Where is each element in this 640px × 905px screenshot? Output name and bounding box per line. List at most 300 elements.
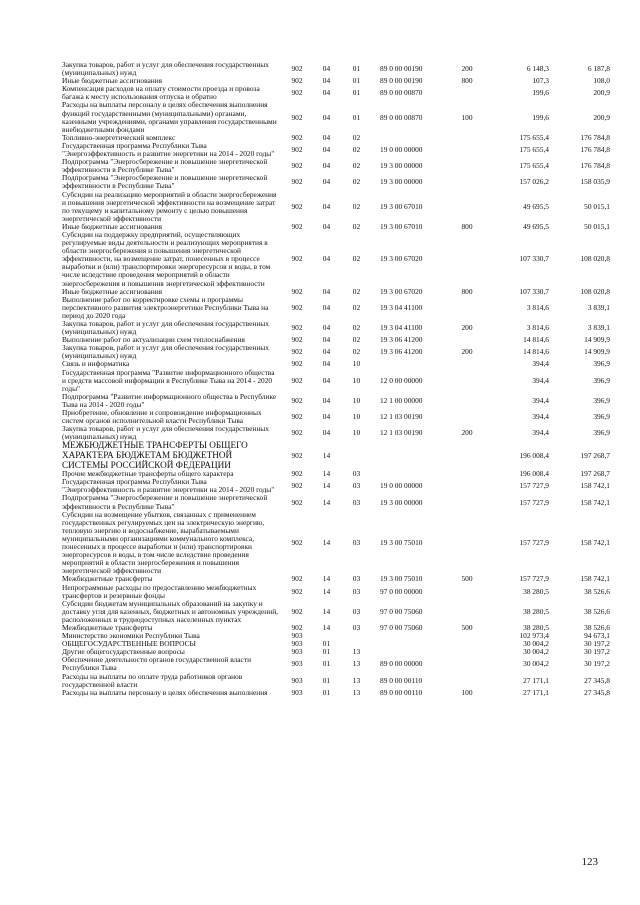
row-gr: 903 bbox=[291, 631, 303, 641]
row-pr: 10 bbox=[352, 395, 361, 405]
row-pr: 02 bbox=[352, 144, 361, 154]
row-gr: 902 bbox=[291, 221, 303, 231]
row-name: Прочие межбюджетные трансферты общего характера bbox=[62, 469, 234, 479]
row-gr: 902 bbox=[291, 177, 303, 187]
row-amount-2: 158 035,9 bbox=[580, 177, 610, 187]
row-rz: 14 bbox=[322, 469, 331, 479]
table-row bbox=[62, 494, 610, 510]
table-row bbox=[62, 344, 610, 360]
row-name: Другие общегосударственные вопросы bbox=[62, 647, 185, 657]
row-amount-1: 3 814,6 bbox=[526, 323, 549, 333]
table-row bbox=[62, 425, 610, 441]
row-amount-1: 157 727,9 bbox=[519, 537, 549, 547]
table-row bbox=[62, 61, 610, 77]
row-amount-1: 27 171,1 bbox=[523, 687, 549, 697]
row-csr: 19 3 06 41200 bbox=[380, 347, 423, 357]
row-rz: 04 bbox=[322, 161, 331, 171]
row-pr: 03 bbox=[352, 537, 361, 547]
row-name: Межбюджетные трансферты bbox=[62, 622, 153, 632]
row-pr bbox=[343, 632, 370, 640]
table-row bbox=[62, 409, 610, 425]
row-vr bbox=[448, 656, 486, 672]
row-pr: 02 bbox=[352, 161, 361, 171]
row-vr bbox=[448, 409, 486, 425]
row-amount-1: 157 727,9 bbox=[519, 497, 549, 507]
table-row bbox=[62, 673, 610, 689]
row-rz: 01 bbox=[322, 659, 331, 669]
row-rz: 04 bbox=[322, 144, 331, 154]
row-vr: 800 bbox=[461, 221, 473, 231]
row-amount-2: 50 015,1 bbox=[584, 201, 610, 211]
row-gr: 903 bbox=[291, 687, 303, 697]
row-pr: 01 bbox=[352, 64, 361, 74]
row-vr: 100 bbox=[461, 112, 473, 122]
row-rz: 04 bbox=[322, 254, 331, 264]
row-vr bbox=[448, 673, 486, 689]
row-amount-2: 396,9 bbox=[593, 412, 610, 422]
row-vr bbox=[448, 142, 486, 158]
row-pr: 02 bbox=[352, 254, 361, 264]
row-name: Подпрограмма "Энергосбережение и повышение энергетической эффективности в Республике Тыва" bbox=[62, 173, 268, 191]
row-csr: 19 3 00 67010 bbox=[380, 221, 423, 231]
row-amount-1: 199,6 bbox=[532, 112, 549, 122]
row-amount-1: 175 655,4 bbox=[519, 144, 549, 154]
row-rz: 04 bbox=[322, 395, 331, 405]
row-gr: 902 bbox=[291, 537, 303, 547]
row-gr: 902 bbox=[291, 132, 303, 142]
row-csr bbox=[370, 441, 448, 470]
row-csr: 12 1 00 00000 bbox=[380, 395, 423, 405]
row-amount-1: 30 004,2 bbox=[523, 639, 549, 649]
row-vr bbox=[448, 191, 486, 223]
table-row bbox=[62, 689, 610, 697]
row-name: Субсидии на возмещение убытков, связанных с применением государственных регулируемых цен на электрическую энергию, тепловую энергию и водоснабжение, вырабатываемыми муниципальными организациями коммунального комплекса, понесенных в процессе выработки и (или) транспортировки энергоресурсов и воды, в том числе вследствие проведения мероприятий в области энергосбережения и повышения энергетической эффективности bbox=[62, 509, 265, 576]
row-vr: 100 bbox=[461, 687, 473, 697]
row-csr: 89 0 00 00870 bbox=[380, 88, 423, 98]
row-pr: 03 bbox=[352, 574, 361, 584]
row-amount-1: 107 330,7 bbox=[519, 254, 549, 264]
row-gr: 902 bbox=[291, 481, 303, 491]
row-rz: 01 bbox=[322, 675, 331, 685]
row-amount-2: 396,9 bbox=[593, 359, 610, 369]
row-vr bbox=[448, 174, 486, 190]
row-gr: 902 bbox=[291, 144, 303, 154]
row-pr: 02 bbox=[352, 323, 361, 333]
row-vr bbox=[448, 231, 486, 288]
row-amount-2: 200,9 bbox=[593, 88, 610, 98]
row-csr: 19 0 00 00000 bbox=[380, 144, 423, 154]
row-pr: 02 bbox=[352, 347, 361, 357]
row-amount-2: 27 345,8 bbox=[584, 687, 610, 697]
row-rz: 14 bbox=[322, 497, 331, 507]
row-csr: 19 0 00 00000 bbox=[380, 481, 423, 491]
row-amount-1: 157 727,9 bbox=[519, 574, 549, 584]
row-amount-2: 3 839,1 bbox=[587, 323, 610, 333]
row-name: Расходы на выплаты по оплате труда работников органов государственной власти bbox=[62, 671, 243, 689]
row-gr: 902 bbox=[291, 88, 303, 98]
row-name: Государственная программа Республики Тыва "Энергоэффективность и развитие энергетики на 2014 - 2020 годы" bbox=[62, 140, 275, 159]
row-amount-2: 38 526,6 bbox=[584, 606, 610, 616]
row-amount-2: 396,9 bbox=[593, 375, 610, 385]
row-name: Выполнение работ по актуализации схем теплоснабжения bbox=[62, 335, 245, 345]
row-csr: 19 3 00 00000 bbox=[380, 497, 423, 507]
table-row bbox=[62, 478, 610, 494]
row-csr: 89 0 00 00110 bbox=[380, 687, 423, 697]
row-rz: 14 bbox=[322, 606, 331, 616]
row-gr: 902 bbox=[291, 286, 303, 296]
row-amount-2: 396,9 bbox=[593, 395, 610, 405]
row-gr: 902 bbox=[291, 622, 303, 632]
table-row bbox=[62, 600, 610, 624]
row-amount-1: 394,4 bbox=[532, 412, 549, 422]
row-csr: 19 3 00 67020 bbox=[380, 286, 423, 296]
row-amount-2: 108,0 bbox=[593, 76, 610, 86]
row-csr bbox=[370, 134, 448, 142]
row-vr bbox=[448, 158, 486, 174]
row-gr: 902 bbox=[291, 375, 303, 385]
row-pr: 10 bbox=[352, 412, 361, 422]
row-csr: 19 3 00 67010 bbox=[380, 201, 423, 211]
row-gr: 902 bbox=[291, 606, 303, 616]
row-rz: 01 bbox=[322, 647, 331, 657]
table-row bbox=[62, 296, 610, 320]
row-vr: 500 bbox=[461, 574, 473, 584]
row-amount-1: 196 008,4 bbox=[519, 450, 549, 460]
row-csr: 19 3 06 41200 bbox=[380, 335, 423, 345]
row-amount-1: 157 026,2 bbox=[519, 177, 549, 187]
row-amount-2: 30 197,2 bbox=[584, 659, 610, 669]
table-row bbox=[62, 174, 610, 190]
row-csr: 89 0 00 00870 bbox=[380, 112, 423, 122]
row-pr: 13 bbox=[352, 647, 361, 657]
row-amount-2: 158 742,1 bbox=[580, 481, 610, 491]
row-csr: 12 0 00 00000 bbox=[380, 375, 423, 385]
row-csr: 89 0 00 00190 bbox=[380, 64, 423, 74]
row-name: Выполнение работ по корректировке схемы и программы перспективного развития электроэнергетики Республики Тыва на период до 2020 года bbox=[62, 294, 269, 320]
row-rz: 14 bbox=[322, 574, 331, 584]
row-rz: 14 bbox=[322, 481, 331, 491]
row-pr: 03 bbox=[352, 481, 361, 491]
row-name: Иные бюджетные ассигнования bbox=[62, 76, 163, 86]
row-amount-1: 394,4 bbox=[532, 375, 549, 385]
row-pr: 10 bbox=[352, 359, 361, 369]
row-rz: 04 bbox=[322, 375, 331, 385]
row-gr: 902 bbox=[291, 497, 303, 507]
row-rz: 04 bbox=[322, 64, 331, 74]
row-name: Приобретение, обновление и сопровождение информационных систем органов исполнительной власти Республики Тыва bbox=[62, 408, 262, 426]
row-pr: 10 bbox=[352, 375, 361, 385]
row-rz: 04 bbox=[322, 286, 331, 296]
row-name: Закупка товаров, работ и услуг для обеспечения государственных (муниципальных) нужд bbox=[62, 343, 269, 361]
row-amount-1: 38 280,5 bbox=[523, 622, 549, 632]
row-rz: 01 bbox=[322, 687, 331, 697]
row-rz: 14 bbox=[322, 622, 331, 632]
row-name: Субсидии на поддержку предприятий, осуществляющих регулируемые виды деятельности и реализующих мероприятия в области энергосбережения и повышения энергетической эффективности, на возмещение затрат, понесенных в процессе выработки и (или) транспортировки энергоресурсов и воды, в том числе вследствие проведения мероприятий в области энергосбережения и повышения энергетической эффективности bbox=[62, 229, 271, 288]
row-gr: 902 bbox=[291, 347, 303, 357]
row-gr: 902 bbox=[291, 64, 303, 74]
table-row bbox=[62, 85, 610, 101]
row-name: МЕЖБЮДЖЕТНЫЕ ТРАНСФЕРТЫ ОБЩЕГО ХАРАКТЕРА БЮДЖЕТАМ БЮДЖЕТНОЙ СИСТЕМЫ РОССИЙСКОЙ ФЕДЕРАЦИИ bbox=[62, 440, 248, 470]
row-vr bbox=[448, 600, 486, 624]
row-csr: 89 0 00 00190 bbox=[380, 76, 423, 86]
row-pr: 02 bbox=[352, 201, 361, 211]
row-rz: 04 bbox=[322, 347, 331, 357]
row-rz: 04 bbox=[322, 177, 331, 187]
row-csr bbox=[370, 632, 448, 640]
row-rz: 04 bbox=[322, 132, 331, 142]
row-name: Межбюджетные трансферты bbox=[62, 574, 153, 584]
row-pr: 01 bbox=[352, 76, 361, 86]
table-row bbox=[62, 441, 610, 470]
row-csr: 19 3 00 67020 bbox=[380, 254, 423, 264]
row-rz: 14 bbox=[322, 450, 331, 460]
row-rz: 04 bbox=[322, 201, 331, 211]
row-amount-2: 197 268,7 bbox=[580, 450, 610, 460]
row-vr: 800 bbox=[461, 286, 473, 296]
row-gr: 902 bbox=[291, 412, 303, 422]
row-rz: 04 bbox=[322, 428, 331, 438]
row-amount-2: 94 673,1 bbox=[584, 631, 610, 641]
row-pr: 02 bbox=[352, 177, 361, 187]
table-row bbox=[62, 369, 610, 393]
row-vr: 200 bbox=[461, 323, 473, 333]
row-amount-2: 38 526,6 bbox=[584, 622, 610, 632]
row-vr: 200 bbox=[461, 428, 473, 438]
row-csr: 97 0 00 75060 bbox=[380, 606, 423, 616]
row-pr bbox=[343, 441, 370, 470]
row-amount-2: 3 839,1 bbox=[587, 302, 610, 312]
row-pr: 02 bbox=[352, 221, 361, 231]
row-rz: 14 bbox=[322, 537, 331, 547]
row-amount-2: 158 742,1 bbox=[580, 497, 610, 507]
row-csr: 97 0 00 75060 bbox=[380, 622, 423, 632]
row-amount-1: 175 655,4 bbox=[519, 132, 549, 142]
row-name: Топливно-энергетический комплекс bbox=[62, 132, 176, 142]
row-vr bbox=[448, 369, 486, 393]
row-rz: 14 bbox=[322, 586, 331, 596]
row-csr: 19 3 04 41100 bbox=[380, 323, 423, 333]
row-csr bbox=[370, 360, 448, 368]
row-amount-2: 27 345,8 bbox=[584, 675, 610, 685]
row-amount-1: 14 814,6 bbox=[523, 335, 549, 345]
row-amount-2: 158 742,1 bbox=[580, 574, 610, 584]
row-amount-2: 200,9 bbox=[593, 112, 610, 122]
row-pr: 01 bbox=[352, 88, 361, 98]
row-vr bbox=[448, 393, 486, 409]
row-csr: 89 0 00 00110 bbox=[380, 675, 423, 685]
row-name: Связь и информатика bbox=[62, 359, 130, 369]
row-rz: 04 bbox=[322, 412, 331, 422]
row-vr bbox=[448, 134, 486, 142]
table-row bbox=[62, 158, 610, 174]
row-rz: 01 bbox=[322, 639, 331, 649]
row-pr: 03 bbox=[352, 497, 361, 507]
row-rz: 04 bbox=[322, 221, 331, 231]
row-rz: 04 bbox=[322, 323, 331, 333]
row-amount-2: 176 784,8 bbox=[580, 132, 610, 142]
row-csr bbox=[370, 648, 448, 656]
row-name: Иные бюджетные ассигнования bbox=[62, 286, 163, 296]
row-vr bbox=[448, 640, 486, 648]
row-name: Подпрограмма "Энергосбережение и повышение энергетической эффективности в Республике Тыва" bbox=[62, 157, 268, 175]
row-name: Закупка товаров, работ и услуг для обеспечения государственных (муниципальных) нужд bbox=[62, 319, 269, 337]
row-amount-1: 394,4 bbox=[532, 428, 549, 438]
row-pr: 02 bbox=[352, 132, 361, 142]
row-amount-1: 196 008,4 bbox=[519, 469, 549, 479]
row-name: Иные бюджетные ассигнования bbox=[62, 221, 163, 231]
row-amount-1: 102 973,4 bbox=[519, 631, 549, 641]
table-row bbox=[62, 320, 610, 336]
table-row bbox=[62, 511, 610, 576]
row-vr bbox=[448, 632, 486, 640]
row-gr: 902 bbox=[291, 161, 303, 171]
row-gr: 902 bbox=[291, 574, 303, 584]
row-amount-2: 197 268,7 bbox=[580, 469, 610, 479]
row-rz: 04 bbox=[322, 88, 331, 98]
row-amount-1: 199,6 bbox=[532, 88, 549, 98]
row-rz: 04 bbox=[322, 76, 331, 86]
row-csr: 19 3 00 75010 bbox=[380, 537, 423, 547]
row-amount-1: 49 695,5 bbox=[523, 201, 549, 211]
row-csr: 19 3 04 41100 bbox=[380, 302, 423, 312]
row-csr: 19 3 00 00000 bbox=[380, 177, 423, 187]
row-name: Компенсация расходов на оплату стоимости проезда и провоза багажа к месту использования отпуска и обратно bbox=[62, 84, 260, 102]
row-amount-1: 38 280,5 bbox=[523, 586, 549, 596]
row-name: Закупка товаров, работ и услуг для обеспечения государственных (муниципальных) нужд bbox=[62, 424, 269, 442]
row-name: Расходы на выплаты персоналу в целях обеспечения выполнения функций государственными (муниципальными) органами, казенными учреждениями, органами управления государственными внебюджетными фондами bbox=[62, 100, 277, 134]
table-row bbox=[62, 231, 610, 288]
row-amount-2: 108 020,8 bbox=[580, 286, 610, 296]
row-gr: 903 bbox=[291, 659, 303, 669]
row-amount-2: 176 784,8 bbox=[580, 144, 610, 154]
row-vr bbox=[448, 85, 486, 101]
row-csr: 97 0 00 00000 bbox=[380, 586, 423, 596]
row-csr: 89 0 00 00000 bbox=[380, 659, 423, 669]
row-pr: 03 bbox=[352, 469, 361, 479]
row-amount-1: 107,3 bbox=[532, 76, 549, 86]
table-row bbox=[62, 191, 610, 223]
row-csr: 19 3 00 00000 bbox=[380, 161, 423, 171]
row-amount-1: 30 004,2 bbox=[523, 647, 549, 657]
row-pr: 13 bbox=[352, 659, 361, 669]
row-gr: 903 bbox=[291, 639, 303, 649]
row-csr bbox=[370, 640, 448, 648]
row-amount-1: 175 655,4 bbox=[519, 161, 549, 171]
row-name: Подпрограмма "Развитие информационного общества в Республике Тыва на 2014 - 2020 годы" bbox=[62, 391, 277, 409]
row-amount-1: 14 814,6 bbox=[523, 347, 549, 357]
row-rz: 04 bbox=[322, 302, 331, 312]
row-gr: 902 bbox=[291, 395, 303, 405]
row-amount-1: 3 814,6 bbox=[526, 302, 549, 312]
row-name: Государственная программа "Развитие информационного общества и средств массовой информации в Республике Тыва на 2014 - 2020 годы" bbox=[62, 367, 275, 393]
table-row bbox=[62, 142, 610, 158]
row-name: Государственная программа Республики Тыва "Энергоэффективность и развитие энергетики на 2014 - 2020 годы" bbox=[62, 477, 275, 495]
table-row bbox=[62, 584, 610, 600]
row-amount-2: 158 742,1 bbox=[580, 537, 610, 547]
row-vr bbox=[448, 511, 486, 576]
row-vr bbox=[448, 584, 486, 600]
row-name: ОБЩЕГОСУДАРСТВЕННЫЕ ВОПРОСЫ bbox=[62, 639, 196, 649]
row-amount-2: 38 526,6 bbox=[584, 586, 610, 596]
row-gr: 902 bbox=[291, 469, 303, 479]
row-amount-2: 30 197,2 bbox=[584, 639, 610, 649]
row-vr bbox=[448, 648, 486, 656]
row-amount-1: 38 280,5 bbox=[523, 606, 549, 616]
table-row bbox=[62, 656, 610, 672]
row-vr bbox=[448, 441, 486, 470]
row-gr: 902 bbox=[291, 254, 303, 264]
row-vr: 800 bbox=[461, 76, 473, 86]
row-amount-1: 49 695,5 bbox=[523, 221, 549, 231]
row-name: Министерство экономики Республики Тыва bbox=[62, 631, 200, 641]
row-amount-2: 14 909,9 bbox=[584, 335, 610, 345]
row-gr: 902 bbox=[291, 586, 303, 596]
row-amount-2: 30 197,2 bbox=[584, 647, 610, 657]
row-pr: 03 bbox=[352, 622, 361, 632]
row-pr: 03 bbox=[352, 606, 361, 616]
row-vr bbox=[448, 360, 486, 368]
row-amount-2: 396,9 bbox=[593, 428, 610, 438]
row-gr: 902 bbox=[291, 335, 303, 345]
row-amount-1: 30 004,2 bbox=[523, 659, 549, 669]
row-pr: 13 bbox=[352, 687, 361, 697]
row-vr bbox=[448, 478, 486, 494]
row-gr: 903 bbox=[291, 675, 303, 685]
row-csr: 12 1 03 00190 bbox=[380, 412, 423, 422]
row-vr: 500 bbox=[461, 622, 473, 632]
row-vr: 200 bbox=[461, 347, 473, 357]
page-number: 123 bbox=[581, 856, 598, 868]
row-name: Обеспечение деятельности органов государственной власти Республики Тыва bbox=[62, 655, 252, 673]
row-pr: 01 bbox=[352, 112, 361, 122]
row-csr: 12 1 03 00190 bbox=[380, 428, 423, 438]
row-pr: 10 bbox=[352, 428, 361, 438]
row-amount-1: 6 148,3 bbox=[526, 64, 549, 74]
row-gr: 902 bbox=[291, 428, 303, 438]
table-row bbox=[62, 101, 610, 133]
row-name: Расходы на выплаты персоналу в целях обеспечения выполнения bbox=[62, 687, 268, 697]
row-pr: 02 bbox=[352, 302, 361, 312]
row-rz: 04 bbox=[322, 335, 331, 345]
row-gr: 902 bbox=[291, 76, 303, 86]
row-gr: 902 bbox=[291, 323, 303, 333]
row-gr: 902 bbox=[291, 302, 303, 312]
row-csr bbox=[370, 470, 448, 478]
row-amount-2: 14 909,9 bbox=[584, 347, 610, 357]
row-name: Непрограммные расходы по предоставлению межбюджетных трансфертов и резервные фонды bbox=[62, 582, 257, 600]
row-amount-1: 394,4 bbox=[532, 395, 549, 405]
row-gr: 903 bbox=[291, 647, 303, 657]
row-name: Субсидии на реализацию мероприятий в области энергосбережения и повышения энергетической эффективности на возмещение затрат по текущему и капитальному ремонту с целью повышения энергетической эффективности bbox=[62, 189, 277, 223]
row-vr: 200 bbox=[461, 64, 473, 74]
row-gr: 902 bbox=[291, 201, 303, 211]
row-pr: 13 bbox=[352, 675, 361, 685]
row-pr: 03 bbox=[352, 586, 361, 596]
row-amount-2: 176 784,8 bbox=[580, 161, 610, 171]
row-gr: 902 bbox=[291, 359, 303, 369]
row-amount-2: 108 020,8 bbox=[580, 254, 610, 264]
row-pr: 02 bbox=[352, 335, 361, 345]
row-pr: 02 bbox=[352, 286, 361, 296]
row-gr: 902 bbox=[291, 112, 303, 122]
row-name: Субсидии бюджетам муниципальных образований на закупку и доставку угля для казенных, бюджетных и автономных учреждений, расположенных в труднодоступных населенных пунктах bbox=[62, 598, 279, 624]
row-csr: 19 3 00 75010 bbox=[380, 574, 423, 584]
row-name: Подпрограмма "Энергосбережение и повышение энергетической эффективности в Республике Тыва" bbox=[62, 493, 268, 511]
row-vr bbox=[448, 296, 486, 320]
row-rz: 04 bbox=[322, 112, 331, 122]
row-amount-1: 394,4 bbox=[532, 359, 549, 369]
row-amount-2: 50 015,1 bbox=[584, 221, 610, 231]
